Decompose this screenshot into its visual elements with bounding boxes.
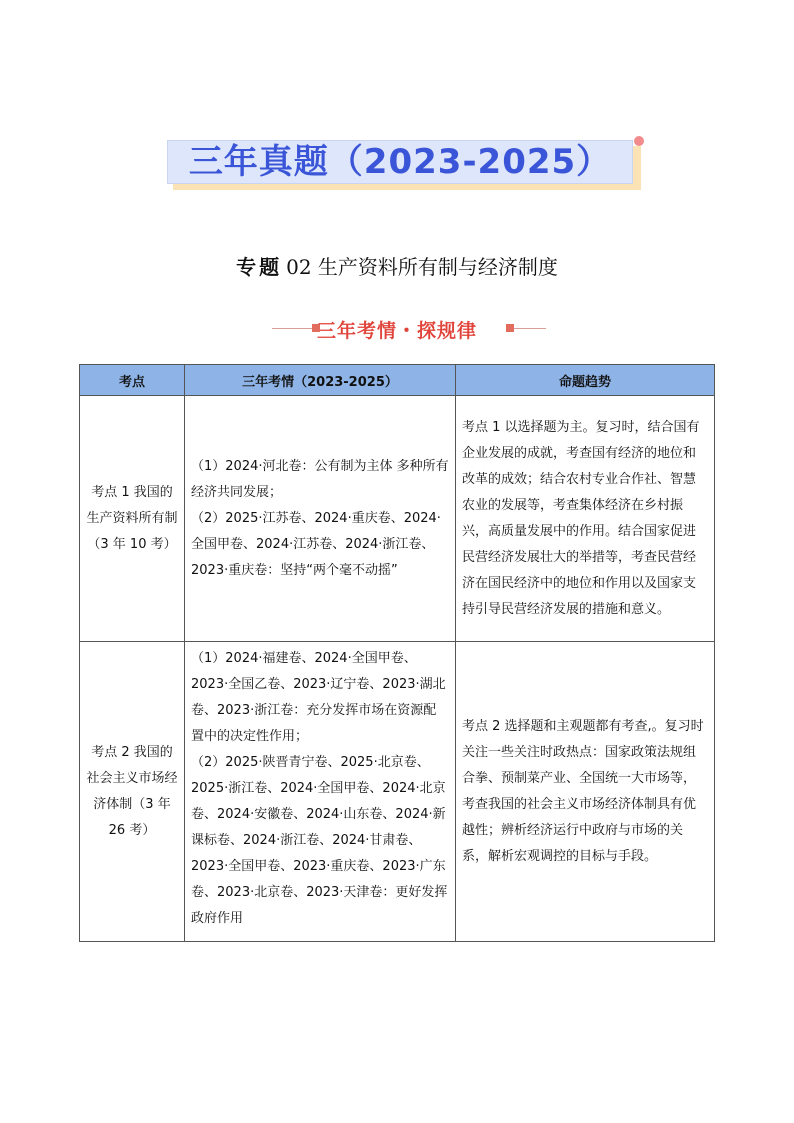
exam-history-line: （2）2025·陕晋青宁卷、2025·北京卷、2025·浙江卷、2024·全国甲卷、2024·北京卷、2024·安徽卷、2024·山东卷、2024·新课标卷、2024·浙江卷、2024·甘肃卷、2023·全国甲卷、2023·重庆卷、2023·广东卷、2023·北京卷、2023·天津卷：更好发挥政府作用 xyxy=(191,755,448,926)
subtitle-prefix: 专题 xyxy=(236,255,283,279)
header-kaoqing: 三年考情（2023-2025） xyxy=(185,365,456,396)
table-row xyxy=(80,396,715,642)
exam-history-line: （1）2024·福建卷、2024·全国甲卷、2023·全国乙卷、2023·辽宁卷、2023·湖北卷、2023·浙江卷：充分发挥市场在资源配置中的决定性作用； xyxy=(191,651,446,744)
right-divider-line xyxy=(514,328,546,329)
table-header-row xyxy=(80,365,715,396)
topic-subtitle xyxy=(0,251,794,280)
header-qushi: 命题趋势 xyxy=(456,365,715,396)
table-row xyxy=(80,642,715,942)
exam-point-cell: 考点 2 我国的社会主义市场经济体制（3 年 26 考） xyxy=(80,642,185,942)
section-heading xyxy=(0,316,794,340)
header-kaodian: 考点 xyxy=(80,365,185,396)
exam-history-cell xyxy=(185,642,456,942)
exam-history-cell xyxy=(185,396,456,642)
subtitle-text: 02 生产资料所有制与经济制度 xyxy=(286,255,558,279)
banner-dot-decoration xyxy=(634,136,644,146)
trend-cell: 考点 2 选择题和主观题都有考查,。复习时关注一些关注时政热点：国家政策法规组合拳、预制菜产业、全国统一大市场等，考查我国的社会主义市场经济体制具有优越性；辨析经济运行中政府与市场的关系，解析宏观调控的目标与手段。 xyxy=(456,642,715,942)
banner-title: 三年真题（2023-2025） xyxy=(188,142,612,182)
exam-history-line: （1）2024·河北卷：公有制为主体 多种所有经济共同发展； xyxy=(191,458,449,500)
title-banner xyxy=(167,140,642,190)
trend-cell: 考点 1 以选择题为主。复习时，结合国有企业发展的成就，考查国有经济的地位和改革的成效；结合农村专业合作社、智慧农业的发展等，考查集体经济在乡村振兴，高质量发展中的作用。结合国家促进民营经济发展壮大的举措等，考查民营经济在国民经济中的地位和作用以及国家支持引导民营经济发展的措施和意义。 xyxy=(456,396,715,642)
exam-analysis-table xyxy=(79,364,715,942)
exam-history-line: （2）2025·江苏卷、2024·重庆卷、2024·全国甲卷、2024·江苏卷、2024·浙江卷、2023·重庆卷：坚持“两个毫不动摇” xyxy=(191,510,441,578)
exam-point-cell: 考点 1 我国的生产资料所有制（3 年 10 考） xyxy=(80,396,185,642)
right-square-decoration xyxy=(506,324,514,332)
section-heading-text: 三年考情・探规律 xyxy=(316,320,477,342)
